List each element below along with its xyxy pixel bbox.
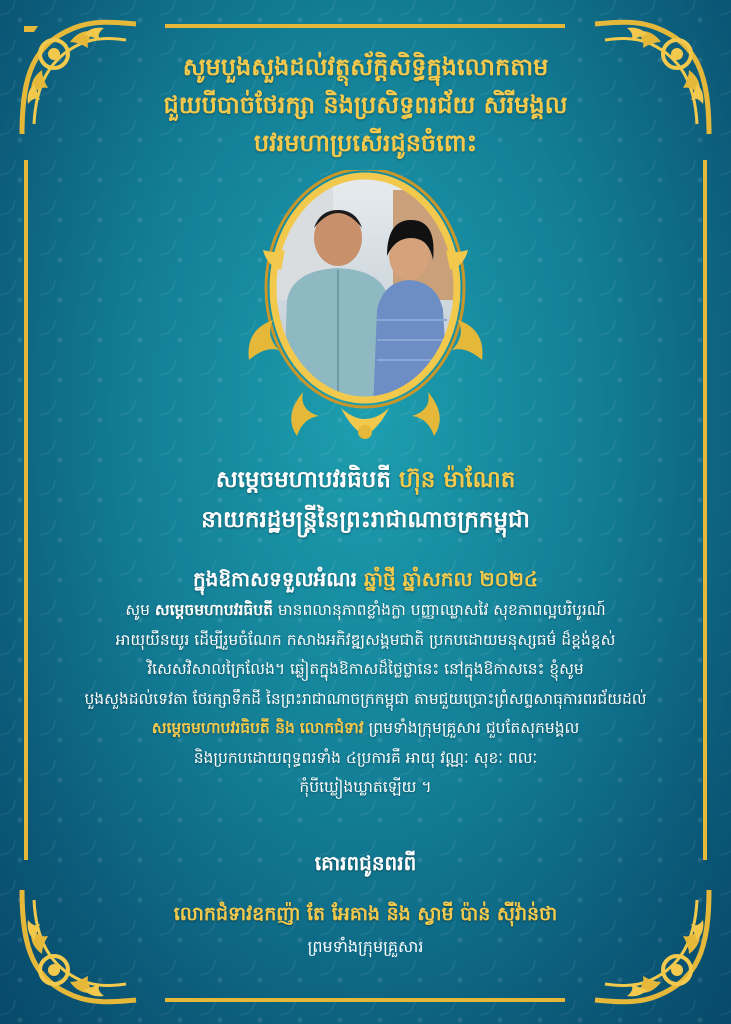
border-bottom-line — [165, 998, 565, 1002]
message-line-1-b: សម្តេចមហាបវរធិបតី — [154, 601, 273, 619]
message-line-5-a: សម្តេចមហាបវរធិបតី និង — [151, 719, 295, 737]
leader-name: ហ៊ុន ម៉ាណែត — [398, 467, 516, 493]
leader-title: សម្តេចមហាបវរធិបតី — [215, 467, 391, 493]
header-line-3: បវរមហាប្រសើរជូនចំពោះ — [253, 129, 478, 157]
message-line-5-b: លោកជំទាវ — [299, 719, 364, 737]
header-blessing — [0, 48, 731, 162]
portrait-frame-icon — [243, 170, 488, 445]
occasion-year: ឆ្នាំថ្មី ឆ្នាំសកល ២០២៤ — [363, 567, 539, 591]
message-body — [60, 562, 671, 803]
occasion-prefix: ក្នុងឱកាសទទួលអំណរ — [192, 567, 357, 591]
header-line-1: សូមបួងសួងដល់វត្ថុស័ក្តិសិទ្ធិក្នុងលោកតាម — [182, 53, 549, 81]
occasion-line — [60, 562, 671, 596]
message-paragraph — [60, 596, 671, 803]
leader-role: នាយករដ្ឋមន្ត្រីនៃព្រះរាជាណាចក្រកម្ពុជា — [201, 507, 530, 533]
leader-title-line — [0, 460, 731, 500]
closing-family: ព្រមទាំងក្រុមគ្រួសារ — [307, 937, 424, 956]
message-line-3: វិសេសវិសាលក្រៃលែង។ ឆ្លៀតក្នុងឱកាសដ៏ថ្លៃថ្លានេះ នៅក្នុងឱកាសនេះ ខ្ញុំសូម — [147, 660, 584, 678]
leader-block — [0, 460, 731, 540]
message-line-5-c: ព្រមទាំងក្រុមគ្រួសារ ជួបតែសុភមង្គល — [368, 719, 580, 737]
message-line-1-c: មានពលានុភាពខ្លាំងក្លា បញ្ញាឈ្លាសវៃ សុខភាពល្អបរិបូរណ៍ — [277, 601, 606, 619]
message-line-4: បួងសួងដល់ទេវតា ថែរក្សាទឹកដី នៃព្រះរាជាណាចក្រកម្ពុជា តាមជួយប្រោះព្រំសព្ទសាធុការពរជ័យដល់ — [84, 689, 647, 708]
message-line-7: កុំបីឃ្លៀងឃ្លាតឡើយ ។ — [299, 778, 432, 796]
closing-respect: គោរពជូនពរពី — [314, 851, 417, 875]
message-line-1 — [60, 596, 671, 626]
message-line-5 — [60, 714, 671, 744]
header-line-2: ជួយបីបាច់ថែរក្សា និងប្រសិទ្ធពរជ័យ សិរីមង្គល — [163, 91, 568, 119]
border-top-line — [165, 24, 565, 28]
message-line-6: និងប្រកបដោយពុទ្ធពរទាំង ៤ប្រការគឺ អាយុ វណ្ណៈ សុខៈ ពលៈ — [193, 748, 538, 767]
message-line-1-a: សូម — [125, 601, 150, 619]
closing-from: លោកជំទាវឧកញ៉ា តែ អែគាង និង ស្វាមី ប៉ាន់ ស៊ីវ៉ាន់ថា — [173, 903, 558, 925]
message-line-2: អាយុយឺនយូរ ដើម្បីរួមចំណែក កសាងអភិវឌ្ឍសង្គមជាតិ ប្រកបដោយមនុស្សធម៌ ដ៏ខ្ពង់ខ្ពស់ — [115, 630, 616, 649]
